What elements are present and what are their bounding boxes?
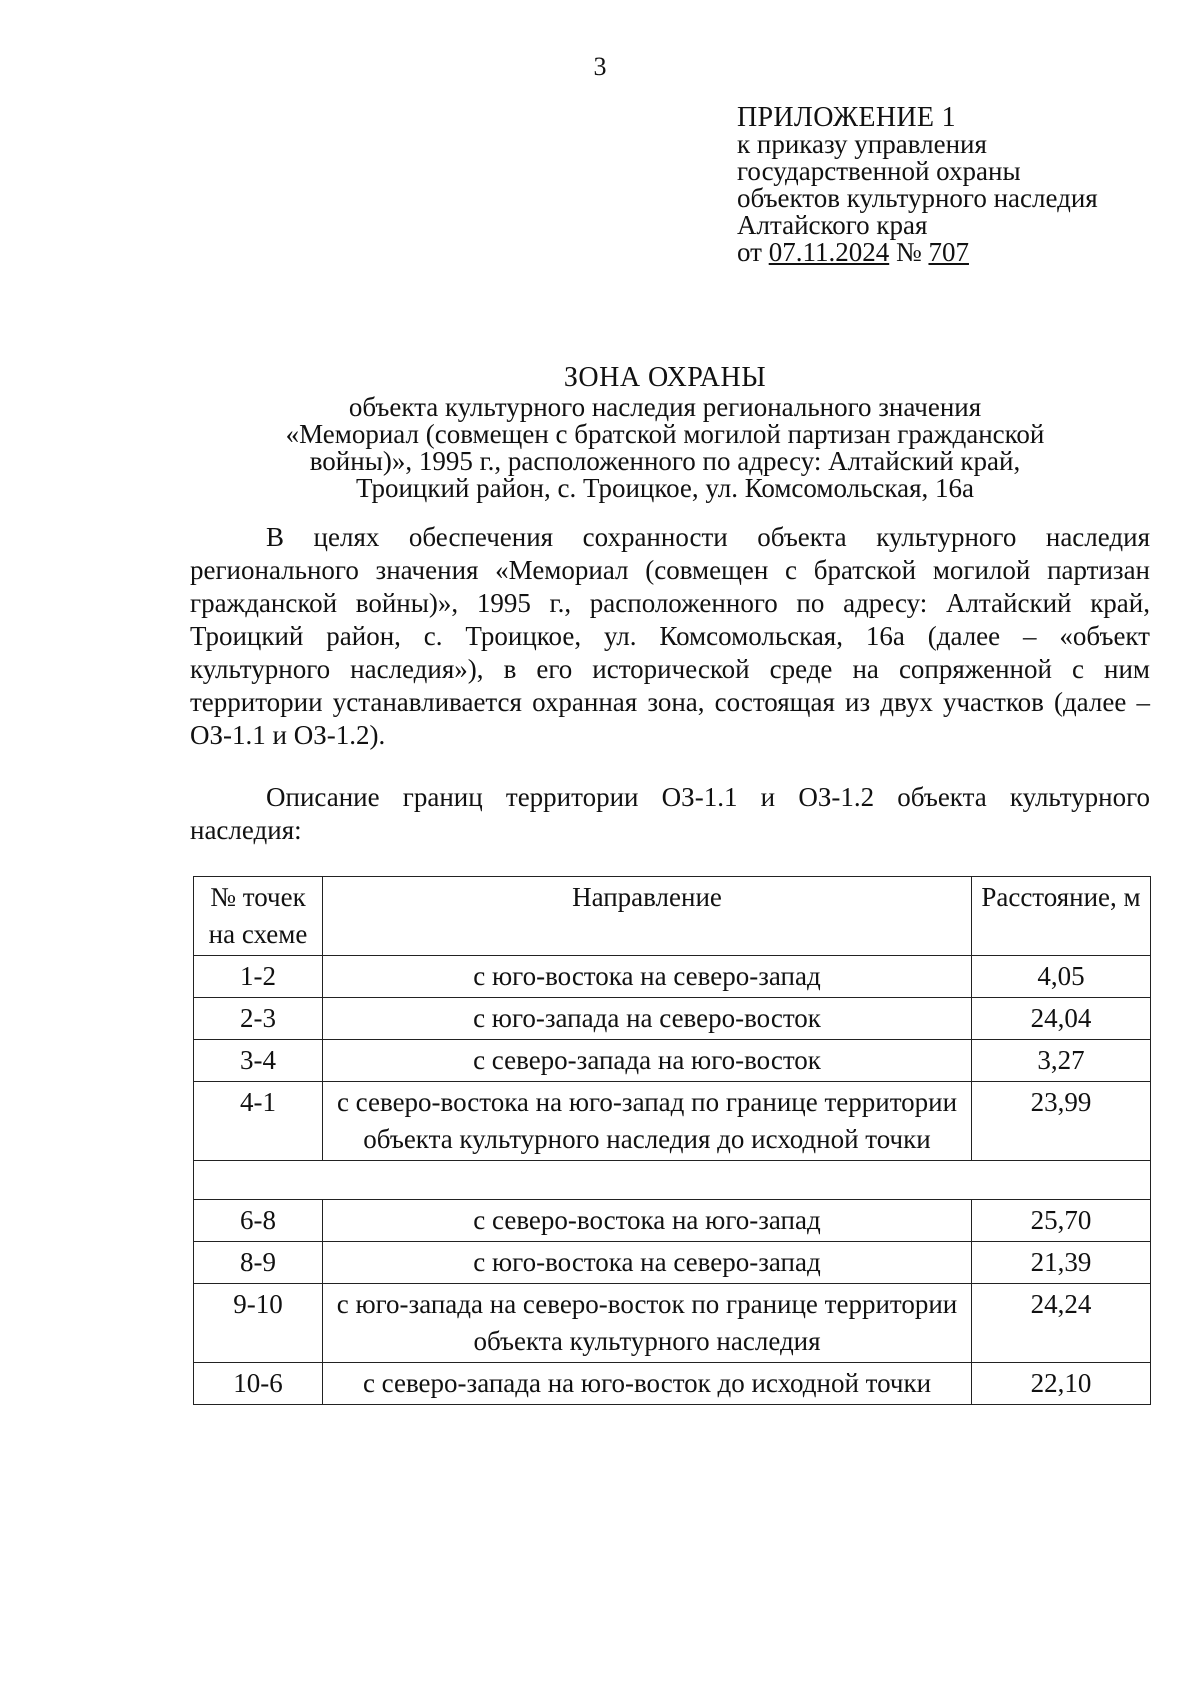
table-row <box>194 1082 1151 1161</box>
header-points-line2: на схеме <box>208 919 308 949</box>
table-header-row <box>194 877 1151 956</box>
header-points <box>194 877 323 956</box>
cell-distance: 22,10 <box>972 1363 1151 1405</box>
number-sign: № <box>895 237 922 267</box>
cell-direction: с юго-востока на северо-запад <box>323 1242 972 1284</box>
cell-distance: 23,99 <box>972 1082 1151 1161</box>
heading-line: войны)», 1995 г., расположенного по адресу: Алтайский край, <box>309 446 1021 476</box>
cell-direction: с юго-запада на северо-восток по границе территории объекта культурного наследия <box>323 1284 972 1363</box>
cell-direction: с северо-запада на юго-восток до исходной точки <box>323 1363 972 1405</box>
appendix-line: к приказу управления <box>737 129 987 159</box>
appendix-line: объектов культурного наследия <box>737 183 1098 213</box>
cell-direction: с северо-запада на юго-восток <box>323 1040 972 1082</box>
cell-points: 10-6 <box>194 1363 323 1405</box>
page-number: 3 <box>593 52 607 81</box>
cell-direction: с юго-востока на северо-запад <box>323 956 972 998</box>
order-date: 07.11.2024 <box>768 237 890 267</box>
cell-distance: 21,39 <box>972 1242 1151 1284</box>
description-paragraph: Описание границ территории ОЗ-1.1 и ОЗ-1.2 объекта культурного наследия: <box>190 782 1150 845</box>
header-points-line1: № точек <box>210 882 306 912</box>
table-row <box>194 1040 1151 1082</box>
appendix-line: Алтайского края <box>737 210 928 240</box>
table-row <box>194 1363 1151 1405</box>
header-direction: Направление <box>323 877 972 956</box>
cell-direction: с северо-востока на юго-запад по границе территории объекта культурного наследия до исходной точки <box>323 1082 972 1161</box>
heading-title: ЗОНА ОХРАНЫ <box>563 362 767 393</box>
heading-line: «Мемориал (совмещен с братской могилой партизан гражданской <box>285 419 1045 449</box>
cell-points: 3-4 <box>194 1040 323 1082</box>
cell-direction: с северо-востока на юго-запад <box>323 1200 972 1242</box>
cell-points: 9-10 <box>194 1284 323 1363</box>
table-row <box>194 956 1151 998</box>
cell-points: 8-9 <box>194 1242 323 1284</box>
document-heading <box>200 362 1130 502</box>
appendix-line: государственной охраны <box>737 156 1021 186</box>
intro-paragraph: В целях обеспечения сохранности объекта культурного наследия регионального значения «Мемориал (совмещен с братской могилой партизан гражданской войны)», 1995 г., расположенного по адресу: Алтайский край, Троицкий район, с. Троицкое, ул. Комсомольская, 16а (далее – «объект культурного наследия»), в его исторической среде на сопряженной с ним территории устанавливается охранная зона, состоящая из двух участков (далее – ОЗ-1.1 и ОЗ-1.2). <box>190 522 1150 750</box>
cell-distance: 4,05 <box>972 956 1151 998</box>
cell-direction: с юго-запада на северо-восток <box>323 998 972 1040</box>
appendix-block <box>737 104 1177 266</box>
heading-line: объекта культурного наследия регионального значения <box>348 392 982 422</box>
appendix-date-line <box>737 239 1177 266</box>
table-row <box>194 1242 1151 1284</box>
date-prefix: от <box>737 237 762 267</box>
cell-points: 4-1 <box>194 1082 323 1161</box>
table-row <box>194 998 1151 1040</box>
heading-line: Троицкий район, с. Троицкое, ул. Комсомольская, 16а <box>355 473 974 503</box>
appendix-title: ПРИЛОЖЕНИЕ 1 <box>737 102 956 133</box>
cell-points: 2-3 <box>194 998 323 1040</box>
cell-points: 1-2 <box>194 956 323 998</box>
cell-distance: 25,70 <box>972 1200 1151 1242</box>
cell-distance: 24,24 <box>972 1284 1151 1363</box>
order-number: 707 <box>928 237 969 267</box>
cell-points: 6-8 <box>194 1200 323 1242</box>
cell-distance: 24,04 <box>972 998 1151 1040</box>
table-row <box>194 1200 1151 1242</box>
separator-cell <box>194 1161 1151 1200</box>
cell-distance: 3,27 <box>972 1040 1151 1082</box>
boundary-table <box>193 876 1151 1405</box>
table-section-separator <box>194 1161 1151 1200</box>
table-row <box>194 1284 1151 1363</box>
header-distance: Расстояние, м <box>972 877 1151 956</box>
